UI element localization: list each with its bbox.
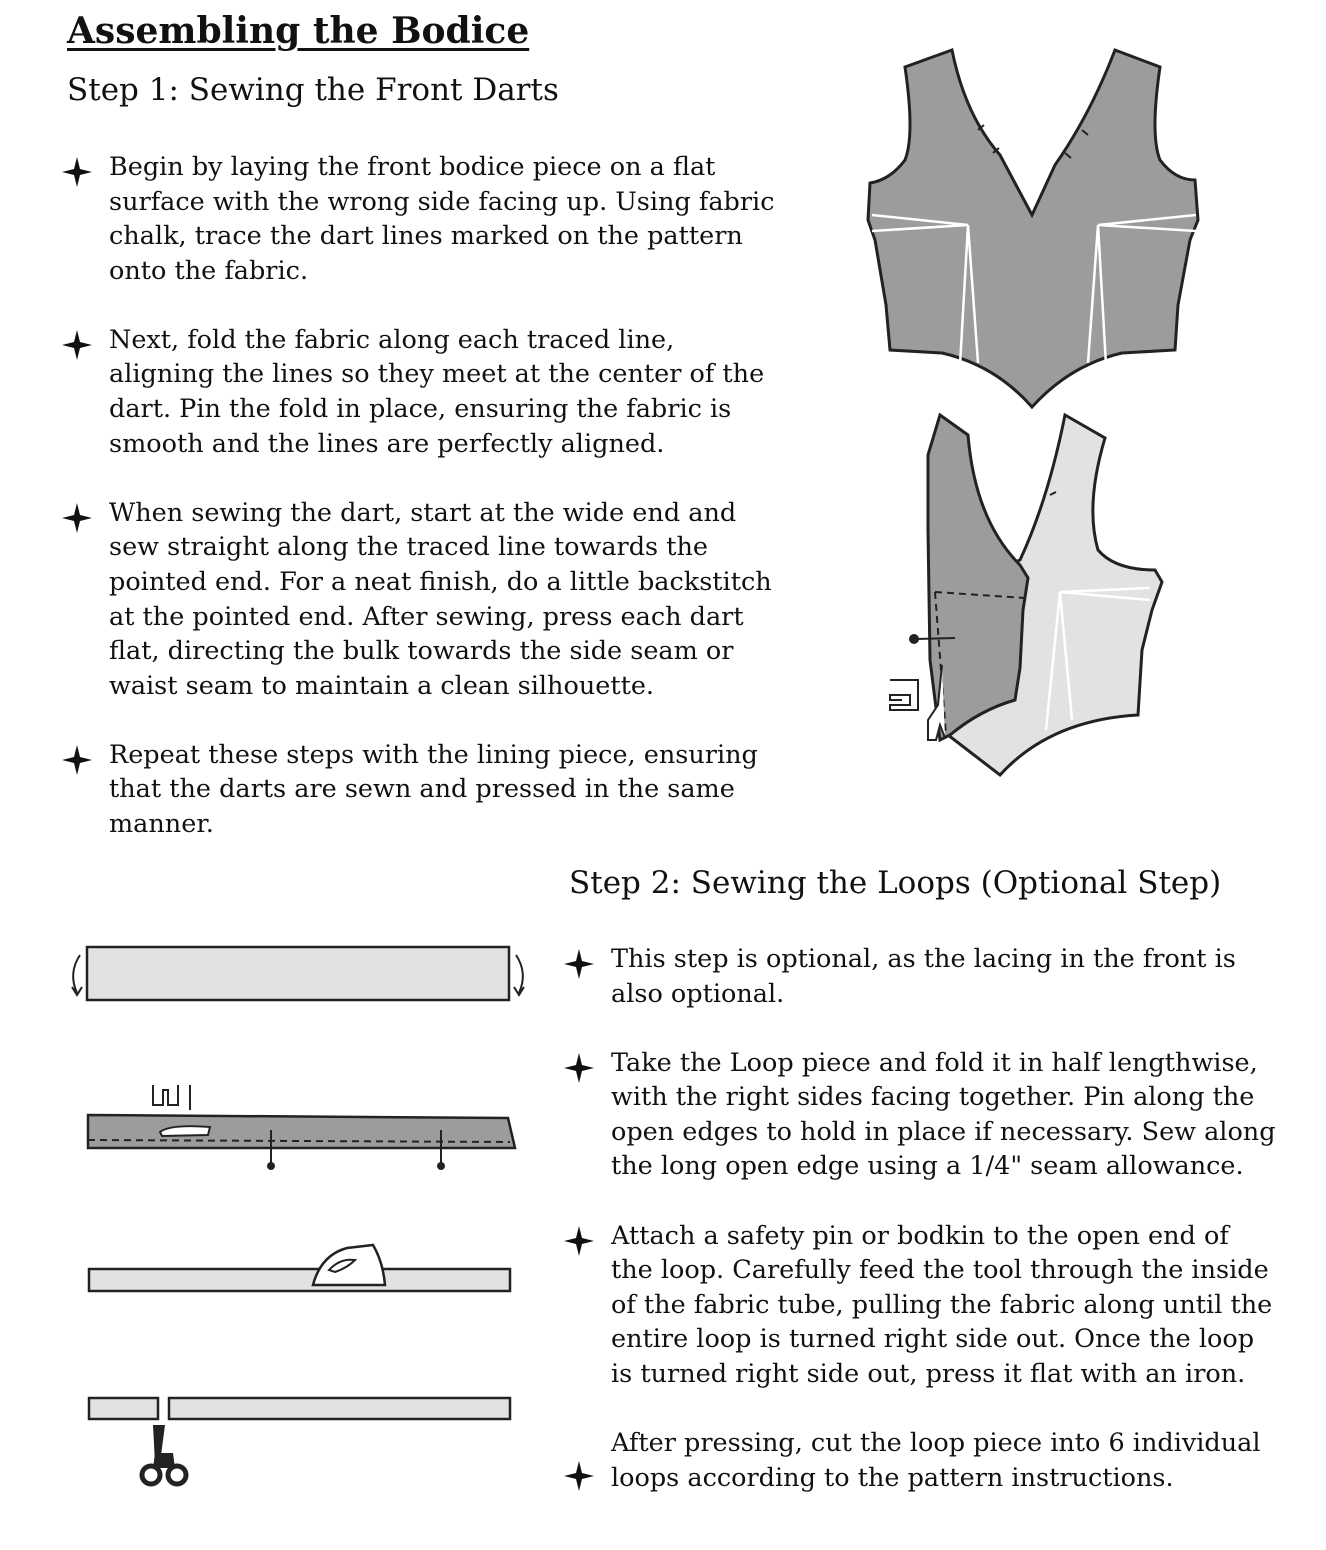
- instruction-text: Attach a safety pin or bodkin to the open end of the loop. Carefully feed the tool through the inside of the fabric tube, pulling the fabric along until the entire loop is turned right side out. Once the loop is turned right side out, press it flat with an iron.: [611, 1220, 1273, 1389]
- instruction-text: Begin by laying the front bodice piece on a flat surface with the wrong side facing up. Using fabric chalk, trace the dart lines marked on the pattern onto the fabric.: [109, 152, 775, 286]
- list-item: [60, 496, 780, 704]
- instruction-text: When sewing the dart, start at the wide end and sew straight along the traced line towards the pointed end. For a neat finish, do a little backstitch at the pointed end. After sewing, press each dart flat, directing the bulk towards the side seam or waist seam to maintain a clean silhouette.: [109, 497, 772, 701]
- instruction-text: Repeat these steps with the lining piece, ensuring that the darts are sewn and pressed in the same manner.: [109, 739, 758, 839]
- list-item: [60, 150, 780, 288]
- list-item: [60, 738, 780, 842]
- four-point-star-icon: [562, 1459, 596, 1493]
- list-item: [562, 1219, 1277, 1392]
- page-title: Assembling the Bodice: [67, 10, 530, 52]
- list-item: [562, 1426, 1277, 1495]
- step-2-heading: Step 2: Sewing the Loops (Optional Step): [569, 865, 1222, 901]
- instruction-text: Take the Loop piece and fold it in half lengthwise, with the right sides facing together. Pin along the open edges to hold in place if necessary. Sew along the long open edge using a 1/4" seam allowance.: [611, 1047, 1276, 1182]
- four-point-star-icon: [60, 328, 94, 362]
- dart-sewing-illustration: [880, 410, 1170, 780]
- four-point-star-icon: [562, 947, 596, 981]
- instruction-text: After pressing, cut the loop piece into 6 individual loops according to the pattern instructions.: [611, 1428, 1261, 1493]
- scissors-icon: [142, 1425, 186, 1484]
- front-bodice-illustration: [860, 45, 1205, 415]
- step-1-instructions: [60, 150, 780, 876]
- four-point-star-icon: [562, 1224, 596, 1258]
- four-point-star-icon: [60, 743, 94, 777]
- instruction-text: Next, fold the fabric along each traced line, aligning the lines so they meet at the center of the dart. Pin the fold in place, ensuring the fabric is smooth and the lines are perfectly aligned.: [109, 324, 765, 459]
- loop-strip-fold-illustration: [60, 935, 540, 1015]
- step-1-heading: Step 1: Sewing the Front Darts: [67, 72, 559, 108]
- loop-strip-sewing-illustration: [80, 1080, 525, 1180]
- four-point-star-icon: [60, 501, 94, 535]
- list-item: [60, 323, 780, 461]
- loop-pressing-illustration: [85, 1240, 515, 1300]
- loop-cutting-illustration: [85, 1393, 515, 1493]
- four-point-star-icon: [60, 155, 94, 189]
- four-point-star-icon: [562, 1051, 596, 1085]
- step-2-instructions: [562, 942, 1277, 1530]
- list-item: [562, 942, 1277, 1011]
- instruction-text: This step is optional, as the lacing in the front is also optional.: [611, 944, 1236, 1009]
- list-item: [562, 1046, 1277, 1184]
